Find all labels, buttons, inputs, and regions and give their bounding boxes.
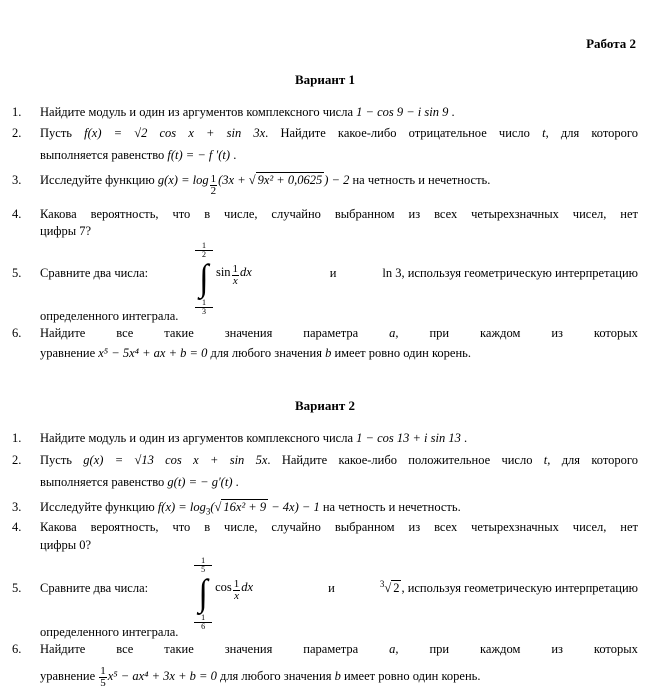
problem-text: Какова вероятность, что в числе, случайно выбранном из всех четырехзначных чисел, нет	[40, 207, 638, 221]
integral-sign: 1 2 ∫ 1 3	[194, 242, 214, 316]
work-title: Работа 2	[586, 36, 636, 51]
problem-number: 1.	[12, 431, 22, 445]
problem-text: Исследуйте функцию g(x) = log $\frac{1}{2}$ (3x + √ 9x² + 0,0625 ) − 2 на четность и нечетность.	[40, 173, 491, 197]
integral-expression: 1 2 ∫ 1 3 sin $\frac{1}{x}$ dx	[194, 258, 284, 288]
v2-problem-5-row: Сравните два числа: 1 5 ∫ 1 6 cos $\frac{1}{x}$ dx и $^3$√ 2 , используя геометрическую интерпретацию	[40, 556, 638, 631]
integral-sign: 1 5 ∫ 1 6	[193, 557, 213, 631]
v2-problem-6-row: Найдите все такие значения параметра a, при каждом из которых	[40, 642, 638, 656]
problem-text: Пусть g(x) = √13 cos x + sin 5x. Найдите какое-либо положительное число t, для которого	[40, 453, 638, 467]
problem-number: 4.	[12, 207, 22, 221]
problem-number: 6.	[12, 642, 22, 656]
problem-number: 5.	[12, 581, 22, 595]
problem-text: Исследуйте функцию $f(x) = \log_3(√$ 16x² + 9 − 4x) − 1 на четность и нечетность.	[40, 500, 461, 517]
problem-text: Пусть f(x) = √2 cos x + sin 3x. Найдите какое-либо отрицательное число t, для которого	[40, 126, 638, 140]
variant-2-title: Вариант 2	[294, 398, 356, 413]
problem-number: 3.	[12, 500, 22, 514]
variant-1-title: Вариант 1	[294, 72, 356, 87]
problem-number: 4.	[12, 520, 22, 534]
problem-number: 3.	[12, 173, 22, 187]
problem-number: 2.	[12, 126, 22, 140]
v1-problem-5-row: Сравните два числа: 1 2 ∫ 1 3 sin $\frac{1}{x}$ dx и ln 3, используя геометрическую интерпретацию	[40, 241, 638, 316]
integral-expression: 1 5 ∫ 1 6 cos $\frac{1}{x}$ dx	[193, 573, 283, 603]
problem-number: 5.	[12, 266, 22, 280]
problem-text: Найдите модуль и один из аргументов комплексного числа 1 − cos 9 − i sin 9 .	[40, 105, 455, 119]
problem-number: 1.	[12, 105, 22, 119]
problem-number: 6.	[12, 326, 22, 340]
problem-number: 2.	[12, 453, 22, 467]
problem-text: Найдите модуль и один из аргументов комплексного числа 1 − cos 13 + i sin 13 .	[40, 431, 468, 445]
problem-text: Какова вероятность, что в числе, случайно выбранном из всех четырехзначных чисел, нет	[40, 520, 638, 534]
v1-problem-6-row: Найдите все такие значения параметра a, при каждом из которых	[40, 326, 638, 340]
